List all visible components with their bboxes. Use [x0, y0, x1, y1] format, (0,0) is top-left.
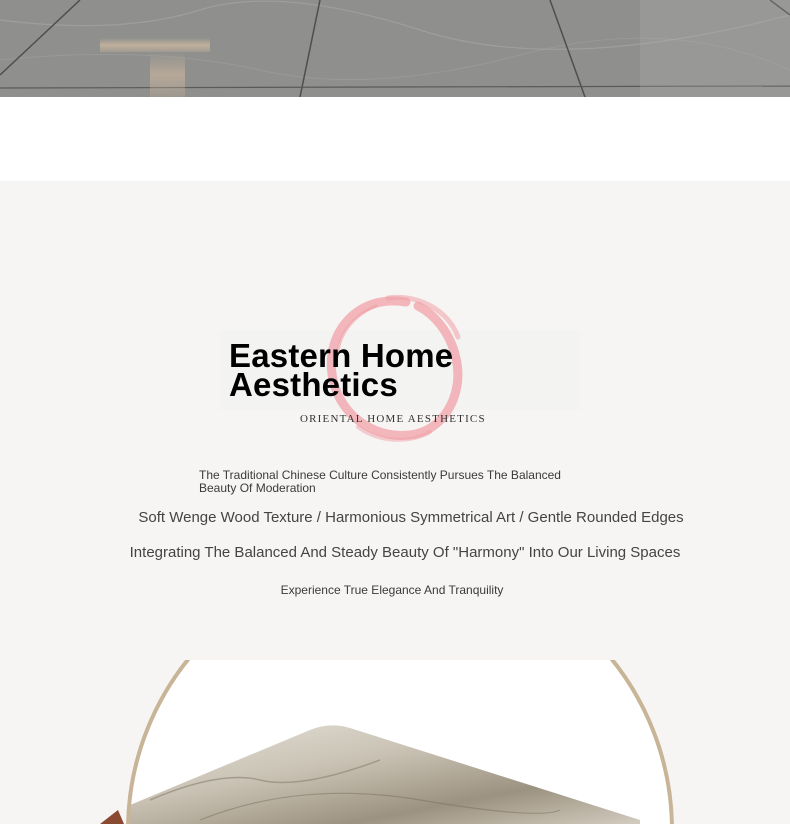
- harmony-line: Integrating The Balanced And Steady Beauty Of "Harmony" Into Our Living Spaces: [129, 544, 681, 561]
- title-line-1: Eastern Home: [229, 337, 454, 374]
- floor-tiles-graphic: [0, 0, 790, 97]
- tagline: Experience True Elegance And Tranquility: [280, 583, 504, 597]
- feature-line: Soft Wenge Wood Texture / Harmonious Symmetrical Art / Gentle Rounded Edges: [138, 509, 684, 526]
- title-line-2: Aesthetics: [229, 366, 398, 403]
- spacer-band: [0, 97, 790, 181]
- subtitle: ORIENTAL HOME AESTHETICS: [300, 413, 486, 425]
- marble-floor-image: [0, 0, 790, 97]
- intro-text: The Traditional Chinese Culture Consistently Pursues The Balanced Beauty Of Moderation: [199, 468, 561, 495]
- page-title: [229, 337, 454, 403]
- product-arch-image: [0, 660, 790, 824]
